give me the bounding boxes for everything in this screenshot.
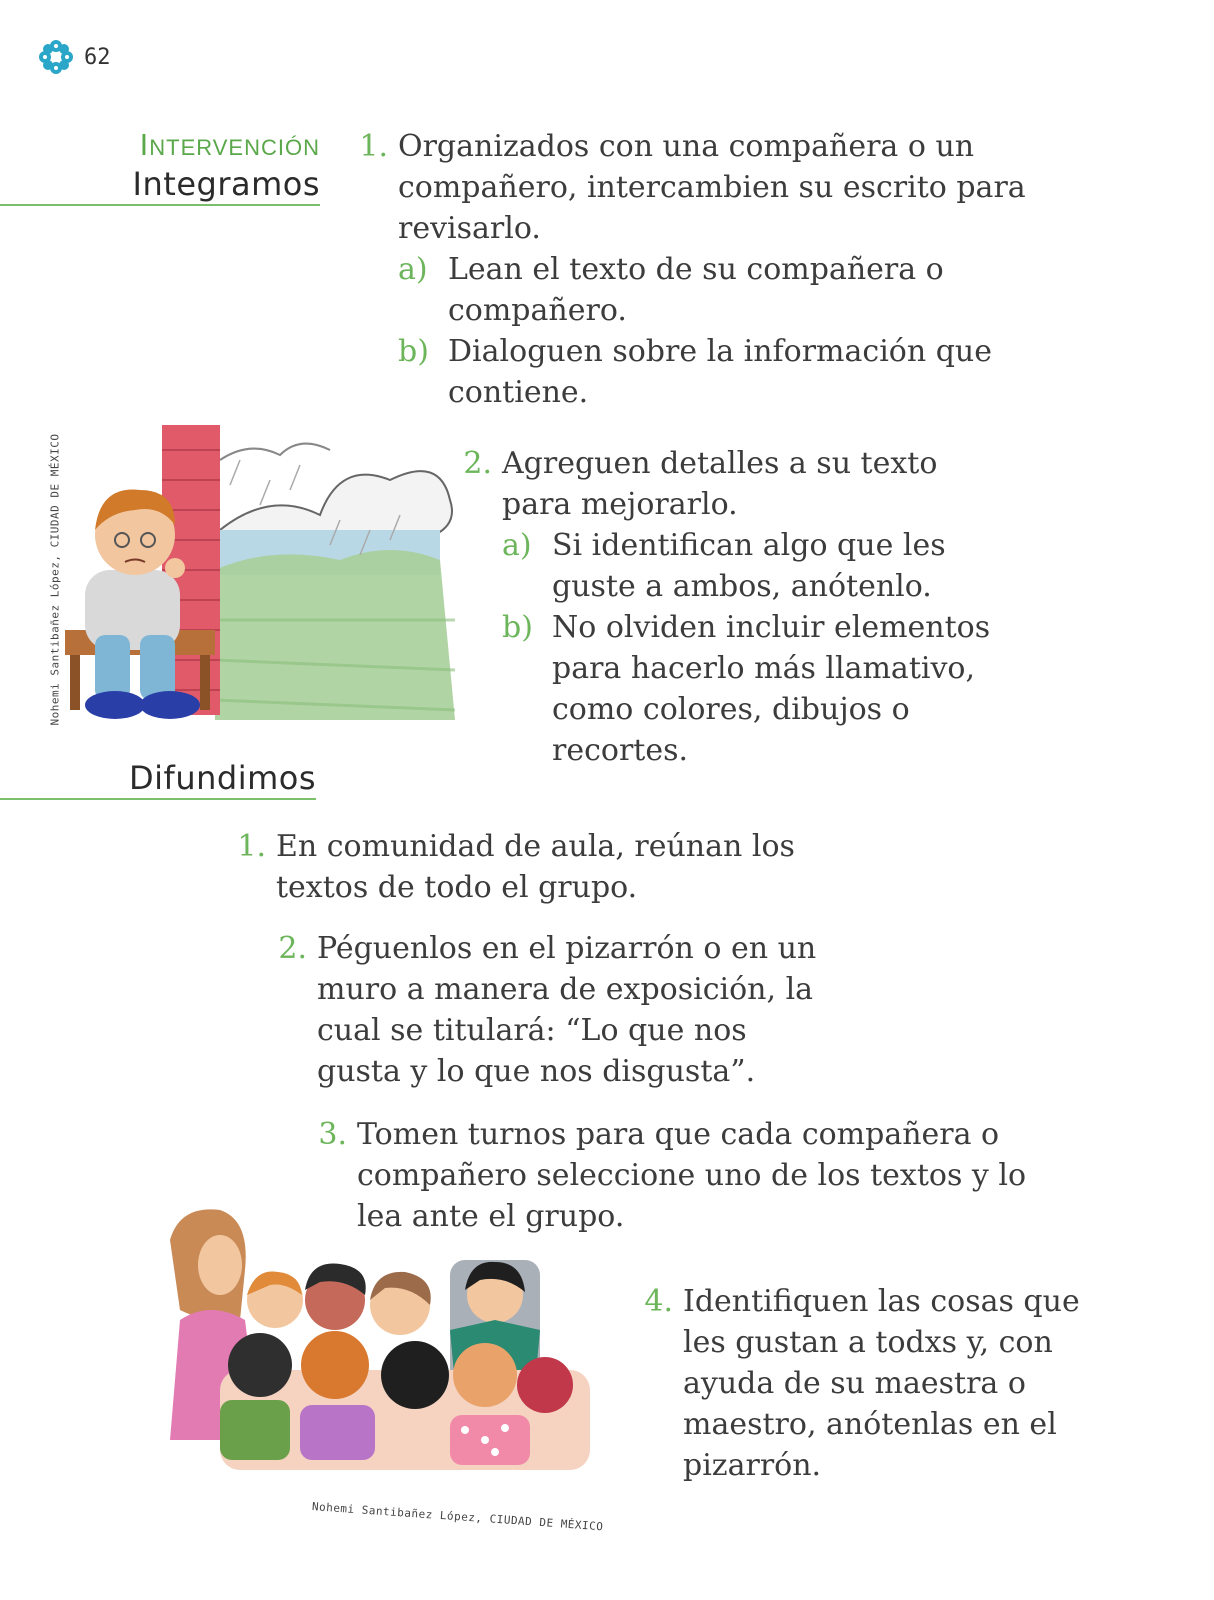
page-number-text: 62 (84, 44, 111, 70)
sub-item-letter: b) (398, 334, 429, 369)
illustration-credit-2: Nohemi Santibañez López, CIUDAD DE MÉXICO (311, 1500, 604, 1534)
item-number: 2. (278, 931, 307, 966)
intervencion-item-1 (359, 126, 1038, 413)
item-text: Tomen turnos para que cada compañera o compañero seleccione uno de los textos y lo lea ante el grupo. (357, 1117, 1027, 1234)
sub-item-text: Lean el texto de su compañera o compañero. (448, 252, 944, 328)
difundimos-item-2 (278, 928, 817, 1092)
item-number: 1. (359, 129, 388, 164)
intervencion-item-2 (463, 443, 1062, 771)
item-text: Organizados con una compañera o un compañero, intercambien su escrito para revisarlo. (398, 129, 1026, 246)
section-kicker: Intervención (139, 127, 320, 162)
item-text: En comunidad de aula, reúnan los textos de todo el grupo. (276, 829, 795, 905)
difundimos-item-4 (644, 1281, 1103, 1486)
difundimos-heading (100, 758, 316, 798)
illustration-sad-boy (40, 420, 460, 740)
sub-item-letter: a) (502, 528, 532, 563)
item-text: Péguenlos en el pizarrón o en un muro a manera de exposición, la cual se titulará: “Lo que nos gusta y lo que nos disgusta”. (317, 931, 817, 1089)
sub-item-text: No olviden incluir elementos para hacerlo más llamativo, como colores, dibujos o recortes. (552, 610, 991, 768)
item-number: 3. (318, 1117, 347, 1152)
sub-item (398, 331, 1038, 413)
intervencion-heading (100, 126, 320, 204)
item-text: Identifiquen las cosas que les gustan a todxs y, con ayuda de su maestra o maestro, anótenlas en el pizarrón. (683, 1284, 1080, 1483)
sub-item (502, 525, 1062, 607)
item-text: Agreguen detalles a su texto para mejorarlo. (502, 446, 938, 522)
difundimos-item-1 (237, 826, 896, 908)
sub-item (398, 249, 1038, 331)
sub-item (502, 607, 1062, 771)
sub-item-text: Dialoguen sobre la información que contiene. (448, 334, 992, 410)
heading-rule-integramos (0, 204, 320, 206)
item-number: 2. (463, 446, 492, 481)
heading-rule-difundimos (0, 798, 316, 800)
page-number (38, 40, 111, 74)
illustration-reading-group (150, 1200, 590, 1500)
flower-emblem-icon (38, 39, 74, 75)
sub-item-letter: a) (398, 252, 428, 287)
illustration-credit-1: Nohemi Santibañez López, CIUDAD DE MÉXICO (48, 433, 62, 726)
item-number: 4. (644, 1284, 673, 1319)
section-title-difundimos: Difundimos (129, 759, 316, 797)
sub-item-letter: b) (502, 610, 533, 645)
item-number: 1. (237, 829, 266, 864)
sub-item-text: Si identifican algo que les guste a ambos, anótenlo. (552, 528, 946, 604)
section-title-integramos: Integramos (132, 165, 320, 203)
